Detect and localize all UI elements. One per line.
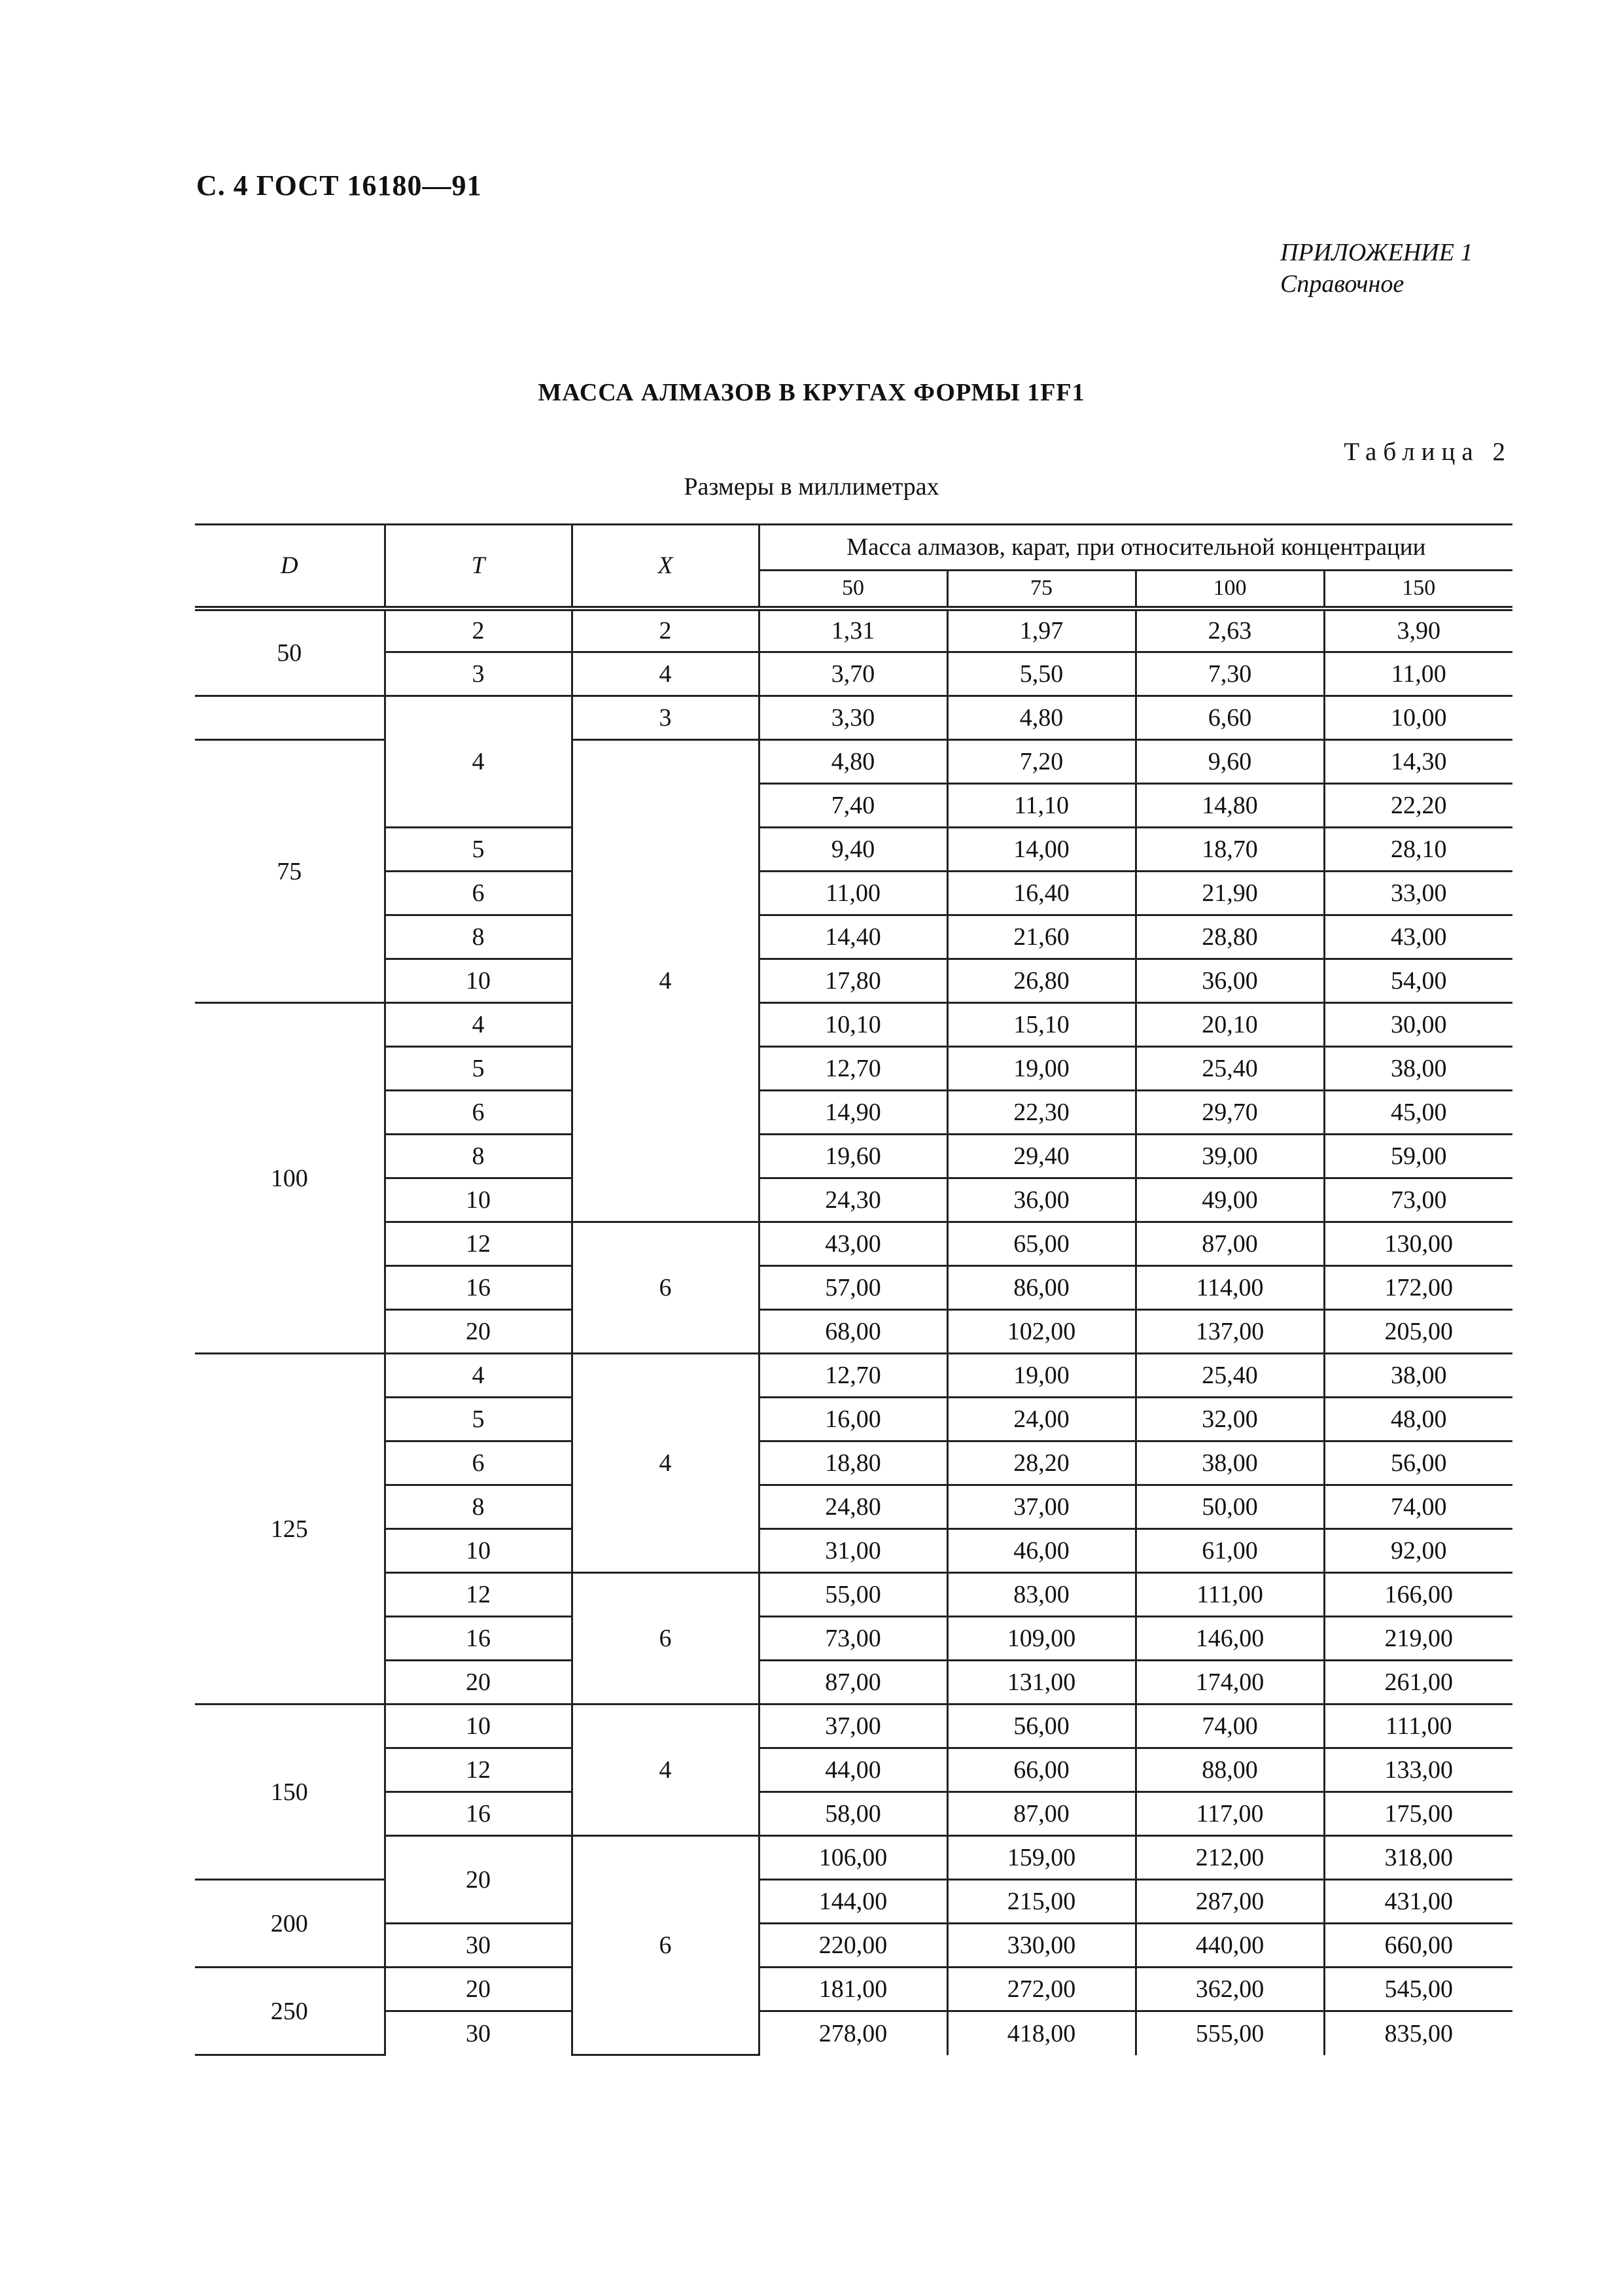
cell-mass-50: 12,70: [759, 1047, 947, 1091]
cell-t: 20: [385, 1661, 572, 1704]
cell-mass-100: 6,60: [1136, 696, 1324, 740]
cell-d: 75: [195, 740, 385, 1003]
cell-mass-100: 440,00: [1136, 1924, 1324, 1968]
cell-t: 16: [385, 1792, 572, 1836]
cell-mass-50: 58,00: [759, 1792, 947, 1836]
cell-mass-75: 159,00: [947, 1836, 1136, 1880]
cell-mass-50: 17,80: [759, 959, 947, 1003]
cell-t: 8: [385, 1135, 572, 1178]
table-row: [195, 1222, 1512, 1266]
cell-mass-100: 137,00: [1136, 1310, 1324, 1354]
cell-mass-75: 19,00: [947, 1354, 1136, 1398]
table-row: [195, 609, 1512, 652]
cell-mass-75: 21,60: [947, 915, 1136, 959]
cell-mass-50: 10,10: [759, 1003, 947, 1047]
cell-x: 2: [572, 609, 759, 652]
cell-t: 30: [385, 1924, 572, 1968]
cell-mass-75: 109,00: [947, 1617, 1136, 1661]
cell-mass-100: 38,00: [1136, 1441, 1324, 1485]
cell-mass-150: 175,00: [1324, 1792, 1512, 1836]
cell-mass-100: 36,00: [1136, 959, 1324, 1003]
cell-mass-75: 87,00: [947, 1792, 1136, 1836]
cell-mass-150: 431,00: [1324, 1880, 1512, 1924]
cell-mass-150: 219,00: [1324, 1617, 1512, 1661]
cell-mass-100: 212,00: [1136, 1836, 1324, 1880]
cell-mass-150: 48,00: [1324, 1398, 1512, 1441]
cell-mass-150: 166,00: [1324, 1573, 1512, 1617]
cell-mass-50: 4,80: [759, 740, 947, 784]
cell-mass-150: 43,00: [1324, 915, 1512, 959]
cell-mass-75: 272,00: [947, 1968, 1136, 2011]
cell-mass-150: 38,00: [1324, 1047, 1512, 1091]
cell-mass-75: 28,20: [947, 1441, 1136, 1485]
cell-x: 4: [572, 652, 759, 696]
cell-mass-75: 36,00: [947, 1178, 1136, 1222]
cell-mass-50: 57,00: [759, 1266, 947, 1310]
header-conc-50: 50: [759, 571, 947, 609]
cell-mass-100: 49,00: [1136, 1178, 1324, 1222]
table-row: [195, 1047, 1512, 1091]
cell-t: 5: [385, 1047, 572, 1091]
cell-mass-50: 37,00: [759, 1704, 947, 1748]
document-title: МАССА АЛМАЗОВ В КРУГАХ ФОРМЫ 1FF1: [538, 379, 1085, 406]
cell-mass-75: 1,97: [947, 609, 1136, 652]
units-note: Размеры в миллиметрах: [684, 473, 939, 501]
cell-t: 12: [385, 1222, 572, 1266]
cell-t: 12: [385, 1573, 572, 1617]
cell-d: 100: [195, 1003, 385, 1354]
cell-mass-150: 45,00: [1324, 1091, 1512, 1135]
cell-mass-150: 22,20: [1324, 784, 1512, 828]
table-row: [195, 1003, 1512, 1047]
diamond-mass-table: [195, 523, 1512, 2056]
cell-d: 250: [195, 1968, 385, 2055]
cell-mass-100: 50,00: [1136, 1485, 1324, 1529]
cell-t: 5: [385, 828, 572, 872]
table-row: [195, 1485, 1512, 1529]
table-row: [195, 915, 1512, 959]
cell-t: 10: [385, 959, 572, 1003]
cell-mass-100: 21,90: [1136, 872, 1324, 915]
cell-mass-50: 68,00: [759, 1310, 947, 1354]
cell-mass-75: 29,40: [947, 1135, 1136, 1178]
table-header-row: [195, 525, 1512, 571]
table-row: [195, 652, 1512, 696]
cell-x: 4: [572, 740, 759, 1222]
cell-mass-50: 278,00: [759, 2011, 947, 2055]
cell-mass-100: 9,60: [1136, 740, 1324, 784]
cell-mass-50: 11,00: [759, 872, 947, 915]
cell-t: 6: [385, 1091, 572, 1135]
cell-mass-150: 14,30: [1324, 740, 1512, 784]
cell-mass-100: 25,40: [1136, 1047, 1324, 1091]
cell-mass-150: 38,00: [1324, 1354, 1512, 1398]
cell-mass-100: 114,00: [1136, 1266, 1324, 1310]
cell-mass-100: 32,00: [1136, 1398, 1324, 1441]
cell-mass-50: 7,40: [759, 784, 947, 828]
cell-mass-150: 59,00: [1324, 1135, 1512, 1178]
cell-mass-150: 172,00: [1324, 1266, 1512, 1310]
cell-mass-75: 56,00: [947, 1704, 1136, 1748]
cell-mass-50: 19,60: [759, 1135, 947, 1178]
header-conc-75: 75: [947, 571, 1136, 609]
header-mass: Масса алмазов, карат, при относительной концентрации: [759, 525, 1512, 571]
cell-mass-75: 330,00: [947, 1924, 1136, 1968]
cell-mass-50: 220,00: [759, 1924, 947, 1968]
cell-mass-75: 4,80: [947, 696, 1136, 740]
table-row: [195, 828, 1512, 872]
cell-mass-150: 318,00: [1324, 1836, 1512, 1880]
table-row: [195, 1573, 1512, 1617]
cell-mass-50: 14,40: [759, 915, 947, 959]
cell-t: 4: [385, 696, 572, 828]
cell-mass-100: 555,00: [1136, 2011, 1324, 2055]
header-conc-100: 100: [1136, 571, 1324, 609]
table-row: [195, 1354, 1512, 1398]
cell-mass-150: 545,00: [1324, 1968, 1512, 2011]
cell-x: 4: [572, 1704, 759, 1836]
cell-mass-150: 54,00: [1324, 959, 1512, 1003]
cell-mass-100: 29,70: [1136, 1091, 1324, 1135]
cell-t: 20: [385, 1836, 572, 1924]
cell-mass-50: 3,70: [759, 652, 947, 696]
cell-mass-150: 92,00: [1324, 1529, 1512, 1573]
table-row: [195, 1135, 1512, 1178]
cell-mass-150: 205,00: [1324, 1310, 1512, 1354]
cell-d: 150: [195, 1704, 385, 1880]
cell-mass-50: 87,00: [759, 1661, 947, 1704]
cell-mass-75: 37,00: [947, 1485, 1136, 1529]
cell-mass-100: 25,40: [1136, 1354, 1324, 1398]
cell-mass-100: 7,30: [1136, 652, 1324, 696]
cell-t: 4: [385, 1354, 572, 1398]
cell-mass-150: 3,90: [1324, 609, 1512, 652]
header-t: T: [385, 525, 572, 609]
cell-mass-75: 26,80: [947, 959, 1136, 1003]
cell-x: 6: [572, 1836, 759, 2055]
cell-mass-50: 1,31: [759, 609, 947, 652]
cell-mass-75: 83,00: [947, 1573, 1136, 1617]
cell-mass-50: 55,00: [759, 1573, 947, 1617]
cell-mass-100: 2,63: [1136, 609, 1324, 652]
cell-x: 6: [572, 1222, 759, 1354]
cell-d: 50: [195, 609, 385, 696]
cell-mass-150: 73,00: [1324, 1178, 1512, 1222]
table-row: [195, 1617, 1512, 1661]
cell-mass-50: 24,80: [759, 1485, 947, 1529]
cell-t: 6: [385, 1441, 572, 1485]
cell-mass-50: 43,00: [759, 1222, 947, 1266]
cell-mass-100: 18,70: [1136, 828, 1324, 872]
cell-mass-75: 65,00: [947, 1222, 1136, 1266]
cell-mass-150: 28,10: [1324, 828, 1512, 872]
cell-mass-75: 16,40: [947, 872, 1136, 915]
table-number: Таблица 2: [1344, 438, 1512, 466]
appendix-title: ПРИЛОЖЕНИЕ 1: [1280, 239, 1473, 266]
page-reference: С. 4 ГОСТ 16180—91: [196, 169, 482, 202]
cell-mass-100: 146,00: [1136, 1617, 1324, 1661]
table-row: [195, 1704, 1512, 1748]
cell-mass-100: 61,00: [1136, 1529, 1324, 1573]
cell-mass-150: 261,00: [1324, 1661, 1512, 1704]
cell-mass-100: 117,00: [1136, 1792, 1324, 1836]
cell-mass-100: 20,10: [1136, 1003, 1324, 1047]
table-row: [195, 1441, 1512, 1485]
cell-mass-100: 111,00: [1136, 1573, 1324, 1617]
cell-mass-50: 181,00: [759, 1968, 947, 2011]
appendix-block: [1280, 237, 1473, 300]
cell-mass-75: 11,10: [947, 784, 1136, 828]
cell-t: 5: [385, 1398, 572, 1441]
table-row: [195, 1266, 1512, 1310]
cell-mass-75: 215,00: [947, 1880, 1136, 1924]
header-d: D: [195, 525, 385, 609]
cell-d: 200: [195, 1880, 385, 1968]
cell-mass-50: 24,30: [759, 1178, 947, 1222]
table-row: [195, 1748, 1512, 1792]
cell-mass-100: 39,00: [1136, 1135, 1324, 1178]
table-row: [195, 959, 1512, 1003]
cell-mass-100: 362,00: [1136, 1968, 1324, 2011]
cell-mass-50: 31,00: [759, 1529, 947, 1573]
cell-t: 2: [385, 609, 572, 652]
table-row: [195, 1924, 1512, 1968]
cell-mass-50: 12,70: [759, 1354, 947, 1398]
cell-mass-150: 835,00: [1324, 2011, 1512, 2055]
cell-mass-75: 19,00: [947, 1047, 1136, 1091]
appendix-subtitle: Справочное: [1280, 270, 1405, 298]
cell-t: 4: [385, 1003, 572, 1047]
cell-mass-150: 30,00: [1324, 1003, 1512, 1047]
table-row: [195, 696, 1512, 740]
cell-mass-100: 287,00: [1136, 1880, 1324, 1924]
header-x: X: [572, 525, 759, 609]
cell-mass-100: 87,00: [1136, 1222, 1324, 1266]
cell-t: 10: [385, 1178, 572, 1222]
cell-t: 3: [385, 652, 572, 696]
table-row: [195, 1792, 1512, 1836]
cell-t: 8: [385, 1485, 572, 1529]
cell-mass-75: 15,10: [947, 1003, 1136, 1047]
table-row: [195, 1968, 1512, 2011]
cell-mass-75: 14,00: [947, 828, 1136, 872]
cell-mass-150: 133,00: [1324, 1748, 1512, 1792]
cell-mass-50: 16,00: [759, 1398, 947, 1441]
cell-mass-75: 86,00: [947, 1266, 1136, 1310]
cell-t: 10: [385, 1704, 572, 1748]
cell-t: 8: [385, 915, 572, 959]
cell-mass-100: 74,00: [1136, 1704, 1324, 1748]
cell-t: 10: [385, 1529, 572, 1573]
cell-t: 20: [385, 1968, 572, 2011]
cell-x: 3: [572, 696, 759, 740]
table-row: [195, 1310, 1512, 1354]
cell-mass-75: 22,30: [947, 1091, 1136, 1135]
cell-mass-100: 88,00: [1136, 1748, 1324, 1792]
table-row: [195, 1836, 1512, 1880]
cell-mass-150: 56,00: [1324, 1441, 1512, 1485]
table-row: [195, 1661, 1512, 1704]
table-row: [195, 2011, 1512, 2055]
cell-t: 16: [385, 1266, 572, 1310]
cell-mass-50: 73,00: [759, 1617, 947, 1661]
cell-t: 20: [385, 1310, 572, 1354]
header-conc-150: 150: [1324, 571, 1512, 609]
cell-t: 16: [385, 1617, 572, 1661]
cell-mass-50: 44,00: [759, 1748, 947, 1792]
cell-mass-150: 130,00: [1324, 1222, 1512, 1266]
cell-mass-75: 46,00: [947, 1529, 1136, 1573]
cell-mass-50: 9,40: [759, 828, 947, 872]
cell-mass-50: 144,00: [759, 1880, 947, 1924]
cell-mass-50: 18,80: [759, 1441, 947, 1485]
cell-mass-75: 418,00: [947, 2011, 1136, 2055]
table-row: [195, 1398, 1512, 1441]
cell-d: 125: [195, 1354, 385, 1704]
cell-mass-50: 106,00: [759, 1836, 947, 1880]
cell-mass-75: 66,00: [947, 1748, 1136, 1792]
cell-mass-150: 33,00: [1324, 872, 1512, 915]
cell-mass-100: 28,80: [1136, 915, 1324, 959]
cell-t: 30: [385, 2011, 572, 2055]
cell-mass-150: 11,00: [1324, 652, 1512, 696]
cell-t: 6: [385, 872, 572, 915]
cell-mass-100: 174,00: [1136, 1661, 1324, 1704]
cell-mass-100: 14,80: [1136, 784, 1324, 828]
cell-mass-75: 24,00: [947, 1398, 1136, 1441]
table-row: [195, 1091, 1512, 1135]
cell-x: 4: [572, 1354, 759, 1573]
cell-mass-50: 14,90: [759, 1091, 947, 1135]
cell-mass-150: 660,00: [1324, 1924, 1512, 1968]
cell-mass-150: 10,00: [1324, 696, 1512, 740]
cell-x: 6: [572, 1573, 759, 1704]
cell-mass-75: 5,50: [947, 652, 1136, 696]
cell-mass-75: 102,00: [947, 1310, 1136, 1354]
cell-t: 12: [385, 1748, 572, 1792]
cell-mass-50: 3,30: [759, 696, 947, 740]
cell-mass-150: 74,00: [1324, 1485, 1512, 1529]
table-row: [195, 1529, 1512, 1573]
table-row: [195, 1178, 1512, 1222]
table-row: [195, 872, 1512, 915]
cell-mass-75: 7,20: [947, 740, 1136, 784]
cell-mass-75: 131,00: [947, 1661, 1136, 1704]
cell-d-empty: [195, 696, 385, 740]
cell-mass-150: 111,00: [1324, 1704, 1512, 1748]
